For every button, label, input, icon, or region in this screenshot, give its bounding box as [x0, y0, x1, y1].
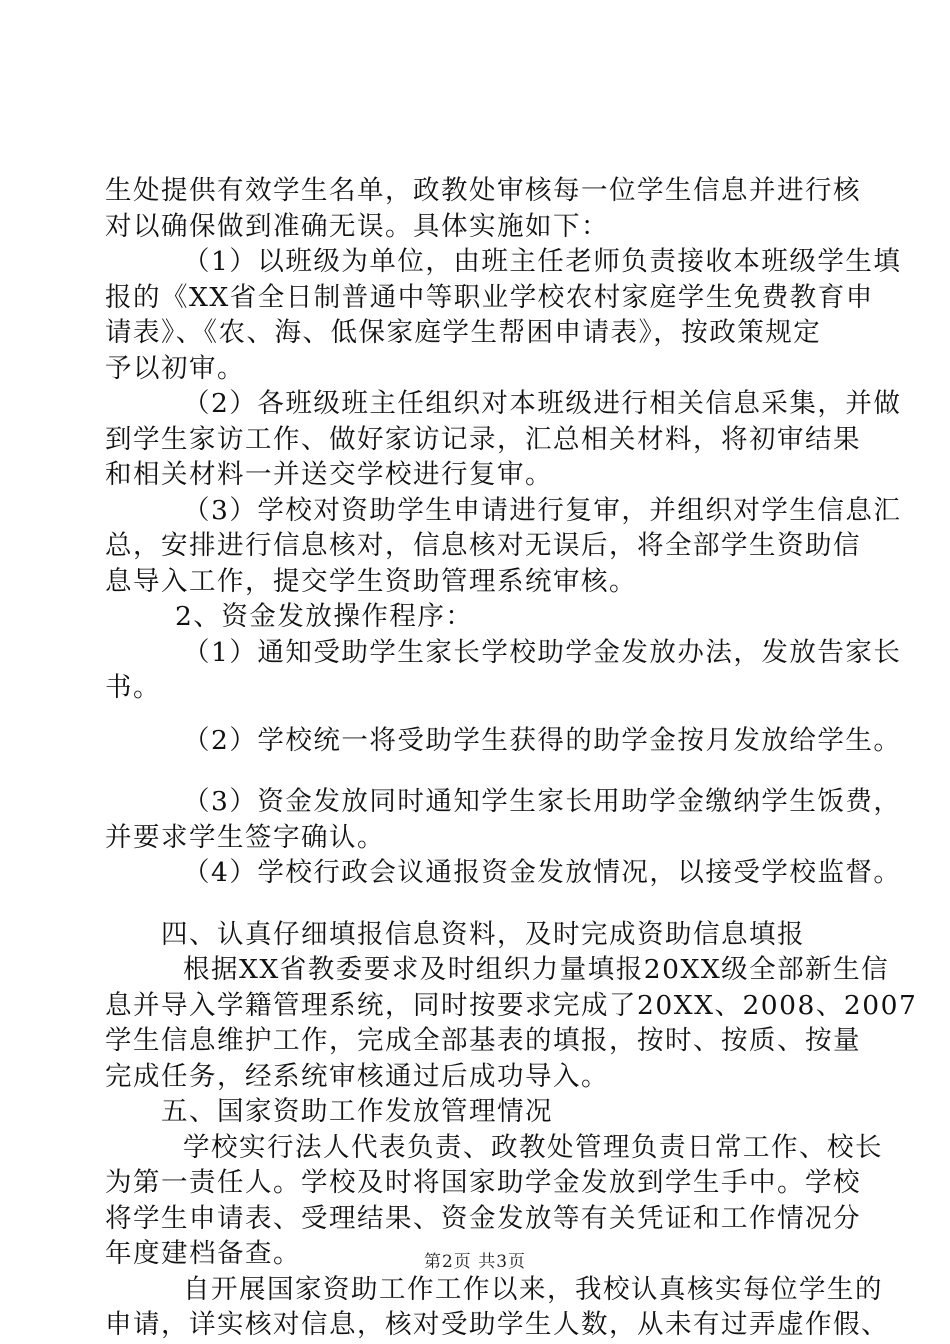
text-line: 并要求学生签字确认。 [105, 821, 385, 853]
text-line: （2）各班级班主任组织对本班级进行相关信息采集，并做 [183, 388, 902, 419]
text-line: 完成任务，经系统审核通过后成功导入。 [105, 1060, 609, 1092]
section-heading: 五、国家资助工作发放管理情况 [161, 1096, 553, 1127]
text-line: 根据XX省教委要求及时组织力量填报20XX级全部新生信 [183, 954, 890, 985]
text-line: （2）学校统一将受助学生获得的助学金按月发放给学生。 [183, 724, 902, 756]
text-line: 书。 [105, 672, 161, 703]
text-line: 息导入工作，提交学生资助管理系统审核。 [105, 565, 637, 597]
section-heading: 四、认真仔细填报信息资料，及时完成资助信息填报 [161, 918, 805, 950]
text-line: 生处提供有效学生名单，政教处审核每一位学生信息并进行核 [105, 175, 861, 206]
text-line: 总，安排进行信息核对，信息核对无误后，将全部学生资助信 [105, 530, 861, 561]
text-line: 年度建档备查。 [105, 1238, 301, 1269]
text-line: 自开展国家资助工作工作以来，我校认真核实每位学生的 [183, 1273, 883, 1305]
text-line: 请表》、《农、海、低保家庭学生帮困申请表》，按政策规定 [105, 317, 822, 348]
text-line: 报的《XX省全日制普通中等职业学校农村家庭学生免费教育申 [105, 281, 874, 313]
text-line: 予以初审。 [105, 352, 245, 384]
text-line: 为第一责任人。学校及时将国家助学金发放到学生手中。学校 [105, 1167, 861, 1198]
text-line: 将学生申请表、受理结果、资金发放等有关凭证和工作情况分 [105, 1202, 861, 1234]
text-line: （3）学校对资助学生申请进行复审，并组织对学生信息汇 [183, 494, 902, 526]
text-line: 和相关材料一并送交学校进行复审。 [105, 459, 553, 490]
text-line: 学生信息维护工作，完成全部基表的填报，按时、按质、按量 [105, 1025, 861, 1056]
text-line: 到学生家访工作、做好家访记录，汇总相关材料，将初审结果 [105, 423, 861, 455]
text-line: （3）资金发放同时通知学生家长用助学金缴纳学生饭费， [183, 786, 902, 817]
text-line: （4）学校行政会议通报资金发放情况，以接受学校监督。 [183, 857, 902, 888]
text-line: 对以确保做到准确无误。具体实施如下： [105, 210, 609, 242]
text-line: （1）通知受助学生家长学校助学金发放办法，发放告家长 [183, 636, 902, 668]
text-line: 息并导入学籍管理系统，同时按要求完成了20XX、2008、2007 [105, 989, 918, 1021]
text-line: （1）以班级为单位，由班主任老师负责接收本班级学生填 [183, 246, 902, 277]
text-line: 申请，详实核对信息，核对受助学生人数，从未有过弄虚作假、 [105, 1309, 889, 1340]
page-footer: 第2页 共3页 [423, 1252, 527, 1272]
document-body [105, 173, 918, 1343]
section-heading: 2、资金发放操作程序： [175, 601, 474, 632]
text-line: 学校实行法人代表负责、政教处管理负责日常工作、校长 [183, 1131, 883, 1163]
